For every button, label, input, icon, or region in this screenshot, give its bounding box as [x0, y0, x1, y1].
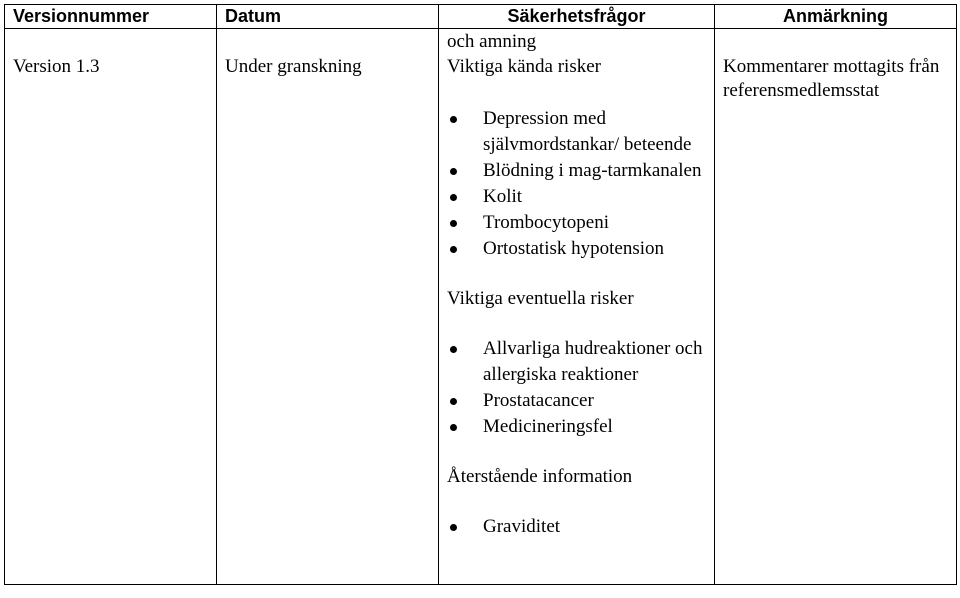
section-heading-known-risks: Viktiga kända risker	[447, 56, 601, 77]
header-version: Versionnummer	[5, 5, 217, 29]
bullet-icon	[450, 246, 457, 253]
list-item: Kolit	[447, 184, 706, 210]
section-heading-missing-information: Återstående information	[447, 466, 633, 487]
list-item: Trombocytopeni	[447, 210, 706, 236]
continuation-note-cell	[715, 29, 957, 55]
list-item: Depression med självmordstankar/ beteende	[447, 106, 706, 158]
continuation-safety-cell: och amning	[439, 29, 715, 55]
bullet-icon	[450, 346, 457, 353]
known-risks-list	[447, 106, 706, 262]
continuation-row	[5, 29, 957, 55]
list-item: Blödning i mag-tarmkanalen	[447, 158, 706, 184]
note-cell	[715, 54, 957, 585]
section-heading-potential-risks: Viktiga eventuella risker	[447, 288, 634, 309]
bullet-icon	[450, 220, 457, 227]
list-item: Prostatacancer	[447, 388, 706, 414]
bullet-icon	[450, 168, 457, 175]
note-value: Kommentarer mottagits från referensmedlemsstat	[723, 56, 940, 101]
missing-information-list	[447, 514, 706, 540]
date-cell	[217, 54, 439, 585]
list-item: Ortostatisk hypotension	[447, 236, 706, 262]
header-note: Anmärkning	[715, 5, 957, 29]
header-row	[5, 5, 957, 29]
date-value: Under granskning	[225, 56, 362, 77]
bullet-icon	[450, 398, 457, 405]
list-item: Allvarliga hudreaktioner och allergiska reaktioner	[447, 336, 706, 388]
version-value: Version 1.3	[13, 56, 100, 77]
list-item: Graviditet	[447, 514, 706, 540]
continuation-version-cell	[5, 29, 217, 55]
header-safety: Säkerhetsfrågor	[439, 5, 715, 29]
bullet-icon	[450, 116, 457, 123]
table-row	[5, 54, 957, 585]
list-item: Medicineringsfel	[447, 414, 706, 440]
version-cell	[5, 54, 217, 585]
continuation-date-cell	[217, 29, 439, 55]
version-history-table	[4, 4, 957, 585]
bullet-icon	[450, 424, 457, 431]
header-date: Datum	[217, 5, 439, 29]
potential-risks-list	[447, 336, 706, 440]
safety-cell	[439, 54, 715, 585]
bullet-icon	[450, 524, 457, 531]
bullet-icon	[450, 194, 457, 201]
